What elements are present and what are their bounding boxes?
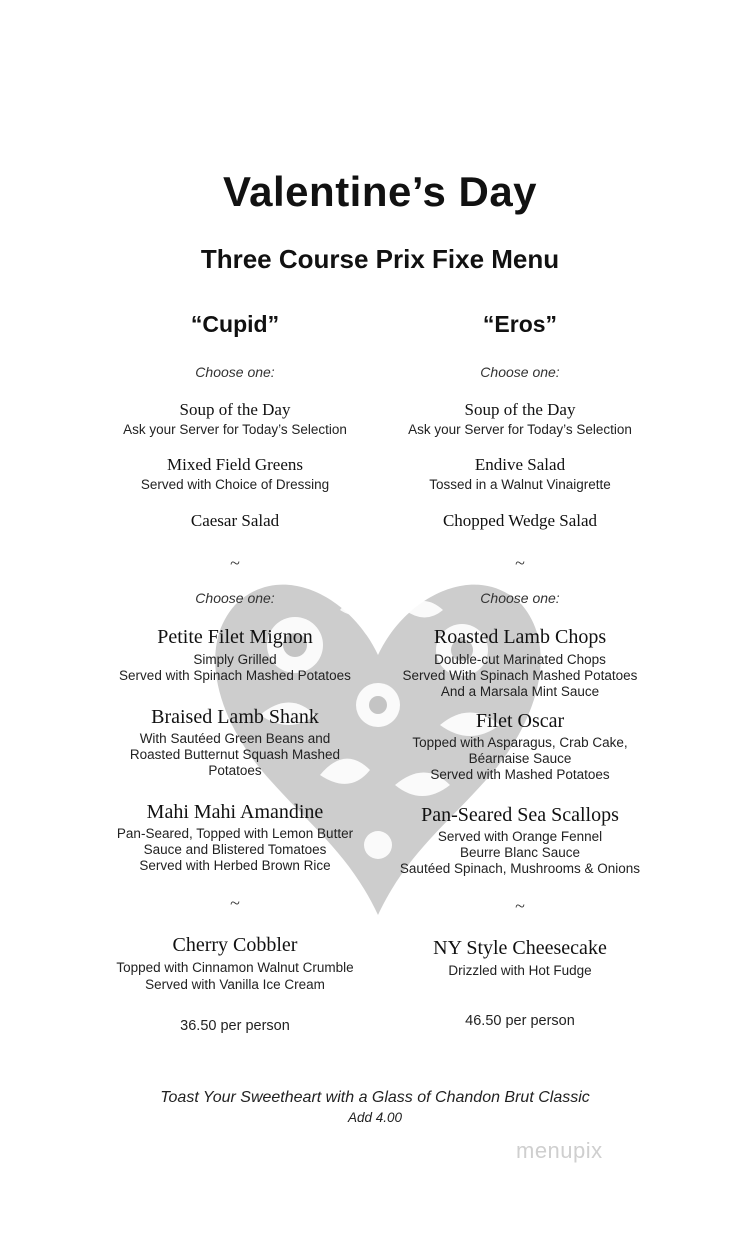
menu-subtitle: Three Course Prix Fixe Menu xyxy=(200,244,560,274)
cupid-main-desc-2b: Roasted Butternut Squash Mashed xyxy=(129,747,341,762)
eros-first-dish-2: Endive Salad xyxy=(474,455,566,474)
eros-menu-name: “Eros” xyxy=(482,311,558,337)
eros-separator-2: ~ xyxy=(515,896,525,916)
eros-main-desc-2a: Topped with Asparagus, Crab Cake, xyxy=(412,735,628,750)
eros-first-desc-2: Tossed in a Walnut Vinaigrette xyxy=(429,477,611,492)
eros-main-desc-3a: Served with Orange Fennel xyxy=(437,829,603,844)
cupid-price: 36.50 per person xyxy=(180,1018,290,1034)
cupid-main-desc-3b: Sauce and Blistered Tomatoes xyxy=(143,842,327,857)
cupid-separator-2: ~ xyxy=(230,893,240,913)
cupid-dessert-dish: Cherry Cobbler xyxy=(172,934,298,956)
toast-offer: Toast Your Sweetheart with a Glass of Chandon Brut Classic xyxy=(160,1089,590,1106)
cupid-choose-first: Choose one: xyxy=(195,364,275,380)
eros-first-dish-1: Soup of the Day xyxy=(464,400,576,419)
eros-dessert-dish: NY Style Cheesecake xyxy=(433,937,607,959)
eros-main-dish-2: Filet Oscar xyxy=(475,710,565,732)
eros-main-dish-3: Pan-Seared Sea Scallops xyxy=(421,804,619,826)
eros-main-desc-1c: And a Marsala Mint Sauce xyxy=(440,684,600,699)
cupid-menu-name: “Cupid” xyxy=(190,311,280,337)
cupid-choose-main: Choose one: xyxy=(195,590,275,606)
eros-choose-first: Choose one: xyxy=(480,364,560,380)
eros-main-desc-2c: Served with Mashed Potatoes xyxy=(430,767,610,782)
eros-main-dish-1: Roasted Lamb Chops xyxy=(433,626,607,648)
eros-separator-1: ~ xyxy=(515,553,525,573)
cupid-first-dish-3: Caesar Salad xyxy=(190,511,280,530)
eros-menu-column xyxy=(340,0,700,1235)
cupid-main-desc-2c: Potatoes xyxy=(208,763,262,778)
cupid-separator-1: ~ xyxy=(230,553,240,573)
cupid-first-dish-2: Mixed Field Greens xyxy=(167,455,303,474)
menupix-watermark: menupix xyxy=(516,1138,603,1163)
cupid-main-desc-3a: Pan-Seared, Topped with Lemon Butter xyxy=(116,826,354,841)
eros-main-desc-1a: Double-cut Marinated Chops xyxy=(434,652,606,667)
cupid-main-desc-1a: Simply Grilled xyxy=(193,652,277,667)
cupid-main-desc-3c: Served with Herbed Brown Rice xyxy=(139,858,331,873)
eros-choose-main: Choose one: xyxy=(480,590,560,606)
cupid-main-dish-3: Mahi Mahi Amandine xyxy=(146,801,324,823)
cupid-first-desc-1: Ask your Server for Today’s Selection xyxy=(123,422,347,437)
cupid-dessert-desc-b: Served with Vanilla Ice Cream xyxy=(145,977,325,992)
eros-first-desc-1: Ask your Server for Today’s Selection xyxy=(408,422,632,437)
cupid-main-desc-1b: Served with Spinach Mashed Potatoes xyxy=(119,668,351,683)
toast-price: Add 4.00 xyxy=(347,1110,403,1125)
eros-main-desc-3b: Beurre Blanc Sauce xyxy=(459,845,581,860)
eros-dessert-desc-a: Drizzled with Hot Fudge xyxy=(448,963,592,978)
cupid-dessert-desc-a: Topped with Cinnamon Walnut Crumble xyxy=(116,960,354,975)
eros-main-desc-1b: Served With Spinach Mashed Potatoes xyxy=(402,668,638,683)
cupid-first-dish-1: Soup of the Day xyxy=(179,400,291,419)
cupid-main-dish-1: Petite Filet Mignon xyxy=(157,626,313,648)
cupid-main-desc-2a: With Sautéed Green Beans and xyxy=(139,731,331,746)
eros-first-dish-3: Chopped Wedge Salad xyxy=(442,511,598,530)
eros-main-desc-2b: Béarnaise Sauce xyxy=(468,751,572,766)
eros-main-desc-3c: Sautéed Spinach, Mushrooms & Onions xyxy=(399,861,641,876)
eros-price: 46.50 per person xyxy=(465,1013,575,1029)
cupid-main-dish-2: Braised Lamb Shank xyxy=(151,706,319,728)
page-title: Valentine’s Day xyxy=(222,168,538,215)
cupid-first-desc-2: Served with Choice of Dressing xyxy=(140,477,330,492)
